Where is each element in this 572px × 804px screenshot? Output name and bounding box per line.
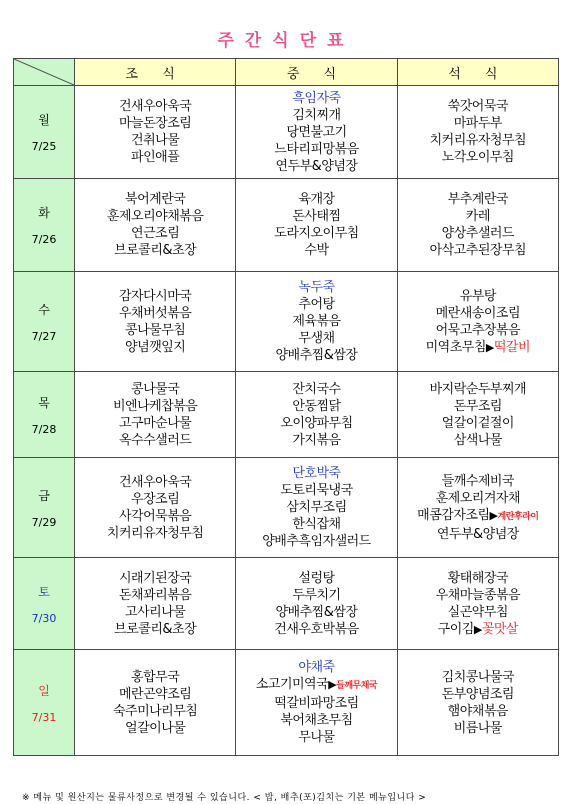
menu-item: [75, 381, 235, 398]
menu-item-text: 감자다시마국: [118, 288, 192, 304]
menu-item: [75, 132, 235, 149]
day-name: 일: [38, 683, 50, 698]
menu-item-text: 삼치무조림: [286, 500, 347, 515]
day-name: 금: [38, 488, 50, 503]
menu-item-text: 들깨수제비국: [441, 473, 514, 489]
menu-item: [75, 242, 235, 259]
menu-item: [236, 242, 396, 259]
menu-item: [75, 208, 235, 225]
header-lunch: 중 식: [236, 59, 397, 86]
dinner-cell: [397, 458, 558, 558]
day-name: 화: [38, 206, 50, 220]
menu-item-text: 치커리유자청무침: [429, 133, 527, 148]
menu-item-text: 구이김: [437, 621, 474, 637]
day-date: 7/30: [31, 611, 57, 625]
menu-item-text: 북어채초무침: [280, 713, 353, 728]
menu-item-text: 부추계란국: [447, 192, 508, 207]
menu-item: [236, 432, 396, 449]
menu-item: [236, 225, 396, 242]
menu-item-text: 당면불고기: [286, 124, 347, 140]
menu-item: [236, 208, 396, 225]
menu-item: [398, 191, 558, 208]
dinner-cell: [397, 272, 558, 372]
menu-item: [398, 526, 558, 543]
menu-item-text: 돈사태찜: [292, 209, 341, 224]
menu-item-text: 북어계란국: [125, 192, 186, 207]
menu-item: [398, 490, 558, 507]
menu-item: [398, 115, 558, 132]
menu-item-text: 제육볶음: [292, 314, 341, 329]
menu-item: [236, 381, 396, 398]
menu-item: [236, 296, 396, 313]
menu-item-text: 메란새송이조림: [435, 305, 521, 321]
lunch-cell: [236, 372, 397, 458]
menu-item: [75, 98, 235, 115]
menu-item-text: 비름나물: [453, 720, 502, 736]
menu-item-text: 홍합무국: [131, 669, 180, 685]
breakfast-cell: [75, 272, 236, 372]
menu-item: [398, 132, 558, 149]
menu-item: [75, 415, 235, 432]
menu-item: [398, 242, 558, 259]
day-cell: [14, 179, 75, 272]
menu-item-text: 도토리묵냉국: [280, 483, 353, 498]
menu-item: [398, 208, 558, 225]
header-breakfast: 조 식: [75, 59, 236, 86]
menu-item: [236, 587, 396, 604]
menu-item-text: 양배추흑임자샐러드: [262, 534, 371, 549]
menu-item-text: 사각어묵볶음: [118, 508, 192, 524]
menu-item-text: 브로콜리&초장: [114, 621, 197, 637]
menu-item-text: 건새우아욱국: [118, 474, 192, 490]
menu-item-text: 브로콜리&초장: [114, 243, 197, 258]
menu-item-text: 양배추찜&쌈장: [275, 604, 358, 620]
menu-item: [236, 398, 396, 415]
menu-item-text: 콩나물국: [131, 381, 180, 397]
menu-item-text: 돈무조림: [453, 398, 502, 414]
arrow-icon: ▶: [328, 678, 337, 691]
menu-item-text: 오이양파무침: [280, 415, 353, 431]
menu-item-text: 야채죽: [298, 660, 335, 675]
menu-item-text: 연근조림: [131, 226, 180, 241]
lunch-cell: [236, 458, 397, 558]
menu-item-text: 돈채꽈리볶음: [118, 587, 192, 603]
lunch-cell: [236, 86, 397, 179]
lunch-cell: [236, 179, 397, 272]
menu-item-text: 메란곤약조림: [118, 686, 192, 702]
menu-item: [236, 516, 396, 533]
menu-item: [75, 339, 235, 356]
menu-item-text: 떡갈비파망조림: [274, 696, 359, 711]
day-row: [14, 179, 559, 272]
menu-item: [236, 415, 396, 432]
menu-item-text: 아삭고추된장무침: [429, 243, 527, 258]
menu-item-text: 육개장: [298, 192, 335, 207]
menu-item: [75, 432, 235, 449]
menu-item: [75, 225, 235, 242]
menu-item-alternative: 들깨무채국: [336, 681, 378, 691]
menu-item: [236, 158, 396, 175]
dinner-cell: [397, 372, 558, 458]
menu-item-text: 훈제오리겨자채: [435, 490, 521, 506]
dinner-cell: [397, 179, 558, 272]
menu-item: [398, 720, 558, 737]
day-cell: [14, 650, 75, 756]
menu-item: [398, 473, 558, 490]
menu-item: [75, 604, 235, 621]
menu-item: [236, 604, 396, 621]
menu-item-text: 무나물: [298, 730, 335, 745]
menu-item-text: 삼색나물: [453, 432, 502, 448]
menu-item-text: 마늘돈장조림: [118, 116, 192, 131]
day-date: 7/28: [31, 422, 57, 436]
menu-item-text: 무생채: [298, 331, 335, 346]
menu-item-text: 안동찜닭: [292, 398, 341, 414]
menu-item-text: 도라지오이무침: [274, 226, 359, 241]
menu-item: [236, 279, 396, 296]
menu-item: [75, 587, 235, 604]
menu-item: [75, 322, 235, 339]
header-row: [14, 59, 559, 86]
menu-item-text: 시래기된장국: [118, 570, 192, 586]
menu-item: [398, 686, 558, 703]
weekly-menu-table: [13, 58, 559, 756]
menu-item-text: 양상추샐러드: [441, 226, 514, 241]
menu-item: [236, 465, 396, 482]
dinner-cell: [397, 650, 558, 756]
menu-body: [14, 86, 559, 756]
menu-item-text: 비엔나케찹볶음: [112, 398, 198, 414]
menu-item: [398, 398, 558, 415]
menu-item-text: 녹두죽: [298, 280, 335, 295]
menu-item-text: 흑임자죽: [292, 90, 341, 106]
menu-item: [236, 90, 396, 107]
menu-item-text: 쑥갓어묵국: [447, 99, 508, 114]
menu-item: [75, 621, 235, 638]
menu-item-text: 연두부&양념장: [275, 158, 358, 174]
menu-item: [75, 570, 235, 587]
menu-item-text: 한식잡채: [292, 517, 341, 532]
day-date: 7/26: [31, 233, 57, 246]
menu-item-text: 얼갈이겉절이: [441, 415, 514, 431]
menu-item: [236, 313, 396, 330]
menu-item-text: 연두부&양념장: [436, 526, 519, 542]
day-row: [14, 558, 559, 650]
menu-item-text: 어묵고추장볶음: [435, 322, 521, 338]
day-cell: [14, 558, 75, 650]
menu-item-text: 우채마늘종볶음: [435, 587, 521, 603]
menu-item: [75, 149, 235, 166]
menu-item: [236, 482, 396, 499]
menu-item: [75, 720, 235, 737]
day-cell: [14, 86, 75, 179]
menu-item-text: 두루치기: [292, 587, 341, 603]
menu-item: [75, 508, 235, 525]
menu-item-text: 설렁탕: [298, 570, 335, 586]
menu-item-text: 마파두부: [453, 116, 502, 131]
menu-item: [75, 115, 235, 132]
menu-item: [398, 621, 558, 638]
menu-item-alternative: 계란후라이: [497, 511, 539, 522]
menu-item: [75, 686, 235, 703]
menu-item: [236, 141, 396, 158]
arrow-icon: ▶: [473, 622, 482, 636]
breakfast-cell: [75, 372, 236, 458]
diagonal-line-icon: [14, 59, 74, 85]
menu-item: [398, 339, 558, 356]
breakfast-cell: [75, 650, 236, 756]
menu-item-alternative: 떡갈비: [493, 339, 531, 355]
menu-item: [398, 604, 558, 621]
menu-item: [236, 712, 396, 729]
day-row: [14, 372, 559, 458]
menu-item: [75, 703, 235, 720]
menu-item: [236, 533, 396, 550]
menu-item: [236, 695, 396, 712]
menu-item-text: 추어탕: [298, 297, 335, 312]
day-date: 7/29: [31, 515, 57, 529]
dinner-cell: [397, 86, 558, 179]
menu-item-text: 숙주미나리무침: [112, 703, 198, 719]
menu-item-text: 단호박죽: [292, 466, 341, 481]
day-cell: [14, 272, 75, 372]
day-name: 수: [38, 302, 50, 317]
day-name: 월: [38, 113, 50, 127]
menu-item-text: 소고기미역국: [255, 677, 329, 692]
menu-item-text: 미역초무침: [425, 339, 486, 355]
menu-item: [398, 381, 558, 398]
menu-item: [398, 507, 558, 526]
menu-item-text: 얼갈이나물: [125, 720, 186, 736]
menu-item-text: 김치콩나물국: [441, 669, 514, 685]
menu-item: [75, 491, 235, 508]
menu-item-text: 돈부양념조림: [441, 686, 514, 702]
day-cell: [14, 372, 75, 458]
menu-item-text: 치커리유자청무침: [106, 525, 204, 541]
arrow-icon: ▶: [485, 340, 494, 354]
menu-item-text: 파인애플: [131, 150, 180, 165]
menu-item: [236, 659, 396, 676]
menu-item: [236, 347, 396, 364]
menu-item: [398, 587, 558, 604]
menu-item-text: 양념깻잎지: [125, 339, 186, 355]
breakfast-cell: [75, 86, 236, 179]
day-row: [14, 272, 559, 372]
lunch-cell: [236, 272, 397, 372]
menu-item-text: 훈제오리야채볶음: [106, 209, 204, 224]
menu-item: [236, 729, 396, 746]
menu-item-text: 건새우호박볶음: [274, 621, 359, 637]
menu-item: [236, 570, 396, 587]
menu-item: [236, 191, 396, 208]
menu-item: [398, 149, 558, 166]
corner-cell: [14, 59, 75, 86]
day-date: 7/25: [31, 140, 57, 153]
menu-item: [236, 330, 396, 347]
day-row: [14, 650, 559, 756]
day-date: 7/31: [31, 710, 57, 724]
menu-item: [75, 305, 235, 322]
menu-item-text: 콩나물무침: [125, 322, 186, 338]
menu-item: [236, 124, 396, 141]
menu-item-text: 우채버섯볶음: [118, 305, 192, 321]
menu-item-text: 바지락순두부찌개: [429, 381, 527, 397]
lunch-cell: [236, 558, 397, 650]
menu-item: [398, 322, 558, 339]
day-name: 목: [38, 395, 50, 410]
menu-item-text: 황태해장국: [447, 570, 508, 586]
menu-item: [75, 474, 235, 491]
menu-item-text: 우장조림: [131, 491, 180, 507]
menu-item: [75, 191, 235, 208]
menu-item: [398, 305, 558, 322]
menu-item-text: 김치찌개: [292, 107, 341, 123]
menu-item-text: 잔치국수: [292, 381, 341, 397]
breakfast-cell: [75, 558, 236, 650]
menu-item: [398, 703, 558, 720]
menu-item: [398, 432, 558, 449]
menu-item: [75, 398, 235, 415]
menu-item: [236, 107, 396, 124]
menu-item-text: 햄야채볶음: [447, 703, 508, 719]
menu-item-text: 느타리피망볶음: [274, 141, 359, 157]
menu-item-text: 노각오이무침: [441, 150, 514, 165]
menu-item-text: 건새우아욱국: [118, 99, 192, 114]
menu-item: [398, 415, 558, 432]
menu-item-text: 옥수수샐러드: [118, 432, 192, 448]
day-row: [14, 458, 559, 558]
day-name: 토: [38, 584, 50, 599]
menu-item-text: 건취나물: [131, 133, 180, 148]
menu-item: [236, 676, 396, 695]
menu-item: [398, 98, 558, 115]
header-dinner: 석 식: [397, 59, 558, 86]
menu-item: [236, 621, 396, 638]
menu-item: [398, 570, 558, 587]
arrow-icon: ▶: [489, 508, 498, 522]
breakfast-cell: [75, 458, 236, 558]
menu-item-text: 가지볶음: [292, 432, 341, 448]
day-date: 7/27: [31, 329, 57, 343]
page-title: 주간식단표: [217, 31, 355, 51]
menu-item: [75, 669, 235, 686]
menu-item: [398, 225, 558, 242]
menu-item: [236, 499, 396, 516]
menu-item-text: 유부탕: [459, 288, 496, 304]
dinner-cell: [397, 558, 558, 650]
menu-item-text: 고구마순나물: [118, 415, 192, 431]
menu-item-text: 양배추찜&쌈장: [275, 348, 358, 363]
day-row: [14, 86, 559, 179]
lunch-cell: [236, 650, 397, 756]
menu-item-text: 고사리나물: [125, 604, 186, 620]
menu-item: [75, 288, 235, 305]
footer-note: ※ 메뉴 및 원산지는 물류사정으로 변경될 수 있습니다. < 밥, 배추(포)김치는 기본 메뉴입니다 >: [22, 793, 427, 803]
menu-item: [75, 525, 235, 542]
menu-item-text: 카레: [465, 209, 490, 224]
menu-item: [398, 669, 558, 686]
day-cell: [14, 458, 75, 558]
menu-item: [398, 288, 558, 305]
menu-item-text: 매콤감자조림: [417, 507, 490, 523]
breakfast-cell: [75, 179, 236, 272]
menu-item-text: 실곤약무침: [447, 604, 508, 620]
menu-item-alternative: 꽃맛살: [481, 621, 518, 637]
menu-item-text: 수박: [304, 243, 329, 258]
